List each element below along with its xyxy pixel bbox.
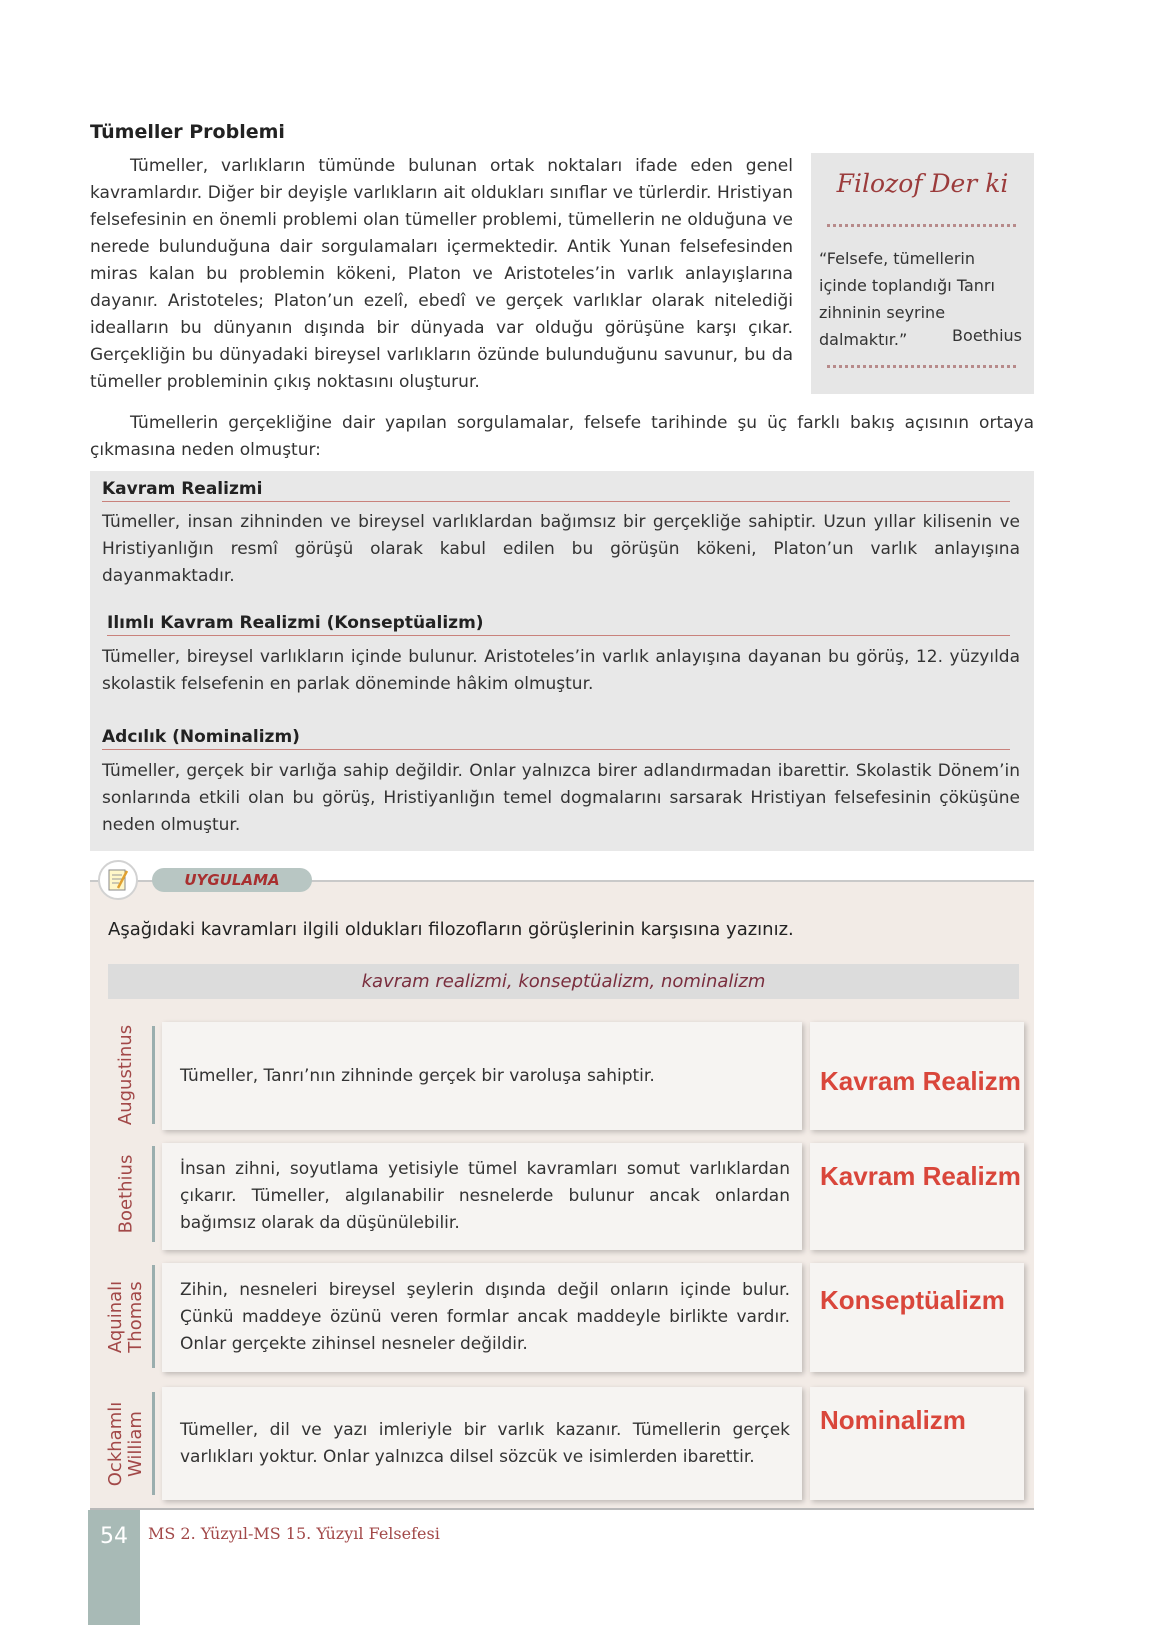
statement-text: Tümeller, dil ve yazı imleriyle bir varlık kazanır. Tümellerin gerçek varlıkları yoktur. Onlar yalnızca dilsel sözcük ve isimlerden ibarettir.: [180, 1419, 790, 1467]
chapter-title: MS 2. Yüzyıl-MS 15. Yüzyıl Felsefesi: [148, 1524, 440, 1543]
statement-card: [162, 1022, 802, 1130]
statement-card: [162, 1143, 802, 1250]
lead-text: Tümellerin gerçekliğine dair yapılan sorgulamalar, felsefe tarihinde şu üç farklı bakış açısının ortaya çıkmasına neden olmuştur:: [90, 413, 1034, 460]
answer-field[interactable]: Kavram Realizm: [810, 1022, 1024, 1130]
philosopher-label: Aquinalı Thomas: [105, 1280, 146, 1353]
notepad-icon: [98, 860, 138, 900]
lead-paragraph: [90, 410, 1034, 464]
statement-text: Zihin, nesneleri bireysel şeylerin dışında değil onların içinde bulur. Çünkü maddeye özünü veren formlar ancak maddeyle birlikte vardır. Onlar gerçekte zihinsel nesneler değildir.: [180, 1280, 790, 1354]
quote-box-title: Filozof Der ki: [836, 169, 1009, 198]
statement-text: İnsan zihni, soyutlama yetisiyle tümel kavramları somut varlıklardan çıkarır. Tümeller, algılanabilir nesnelerde bulunur ancak onlardan bağımsız olarak da düşünülebilir.: [180, 1159, 790, 1233]
intro-text: Tümeller, varlıkların tümünde bulunan ortak noktaları ifade eden genel kavramlardır. Diğer bir deyişle varlıkların ait oldukları sınıflar ve türlerdir. Hristiyan felsefesinin en önemli problemi olan tümeller problemi, tümellerin ne olduğuna ve nerede bulunduğuna dair sorgulamaları içermektedir. Antik Yunan felsefesinden miras kalan bu problemin kökeni, Platon ve Aristoteles’in varlık anlayışlarına dayanır. Aristoteles; Platon’un ezelî, ebedî ve gerçek varlıklar olarak nitelediği idealların bu dünyanın dışında bir dünyada var olduğu görüşüne karşı çıkar. Gerçekliğin bu dünyadaki bireysel varlıkların özünde bulunduğunu savunur, bu da tümeller probleminin çıkış noktasını oluşturur.: [90, 156, 793, 392]
page-number: 54: [100, 1524, 128, 1549]
view-heading: Adcılık (Nominalizm): [102, 727, 1010, 750]
statement-card: [162, 1263, 802, 1372]
footer-rule: [90, 1508, 1034, 1510]
quote-author: Boethius: [952, 326, 1022, 345]
application-label: UYGULAMA: [152, 868, 312, 892]
view-heading: Ilımlı Kavram Realizmi (Konseptüalizm): [107, 613, 1010, 636]
view-text: Tümeller, bireysel varlıkların içinde bulunur. Aristoteles’in varlık anlayışına dayanan bu görüş, 12. yüzyılda skolastik felsefenin en parlak döneminde hâkim olmuştur.: [102, 647, 1020, 694]
view-text: Tümeller, gerçek bir varlığa sahip değildir. Onlar yalnızca birer adlandırmadan ibarettir. Skolastik Dönem’in sonlarında etkili olan bu görüş, Hristiyanlığın temel dogmalarını sarsarak Hristiyan felsefesinin çöküşüne neden olmuştur.: [102, 761, 1020, 835]
viewpoints-box: [90, 471, 1034, 851]
application-prompt: Aşağıdaki kavramları ilgili oldukları filozofların görüşlerinin karşısına yazınız.: [108, 919, 794, 940]
philosopher-label: Augustinus: [115, 1024, 136, 1126]
terms-bar: kavram realizmi, konseptüalizm, nominalizm: [108, 964, 1019, 999]
answer-field[interactable]: Nominalizm: [810, 1387, 1024, 1500]
philosopher-name: [100, 1146, 155, 1242]
ornament-divider: [827, 365, 1018, 368]
philosopher-name: [100, 1026, 155, 1124]
ornament-divider: [827, 224, 1018, 227]
statement-text: Tümeller, Tanrı’nın zihninde gerçek bir varoluşa sahiptir.: [180, 1065, 655, 1086]
philosopher-name: [100, 1265, 155, 1368]
view-text: Tümeller, insan zihninden ve bireysel varlıklardan bağımsız bir gerçekliğe sahiptir. Uzun yıllar kilisenin ve Hristiyanlığın resmî görüşü olarak kabul edilen bu görüşün kökeni, Platon’un varlık anlayışına dayanmaktadır.: [102, 512, 1020, 586]
quote-text: “Felsefe, tümellerin içinde toplandığı Tanrı zihninin seyrine dalmaktır.”: [819, 249, 995, 349]
answer-field[interactable]: Konseptüalizm: [810, 1263, 1024, 1372]
section-title: Tümeller Problemi: [90, 121, 285, 143]
philosopher-quote-box: [811, 153, 1034, 394]
view-heading: Kavram Realizmi: [102, 479, 1010, 502]
philosopher-label: Boethius: [115, 1154, 137, 1234]
philosopher-name: [100, 1392, 155, 1495]
philosopher-label: Ockhamlı William: [105, 1401, 146, 1486]
statement-card: [162, 1387, 802, 1500]
intro-paragraph: [90, 153, 793, 396]
answer-field[interactable]: Kavram Realizm: [810, 1143, 1024, 1250]
page-number-tab: [88, 1510, 140, 1625]
